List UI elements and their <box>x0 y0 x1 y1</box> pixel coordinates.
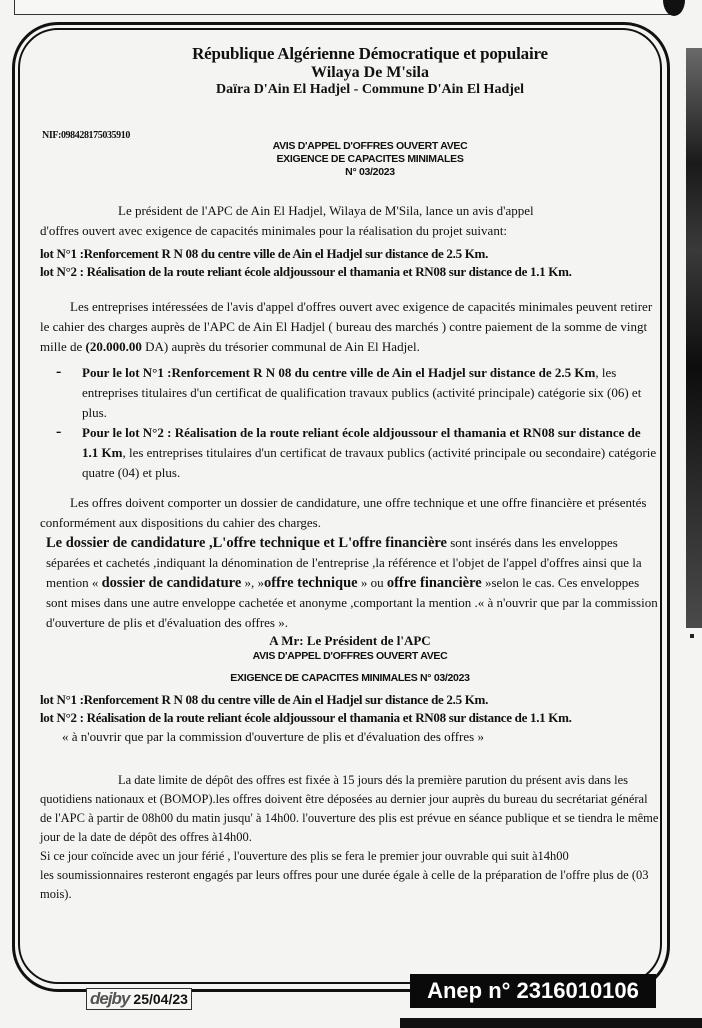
requirement-text <box>82 423 660 483</box>
adjacent-photo-strip <box>686 48 702 628</box>
envelope-line2: EXIGENCE DE CAPACITES MINIMALES N° 03/2023 <box>230 672 470 684</box>
requirement-item <box>40 363 660 423</box>
requirement-detail: , les entreprises titulaires d'un certificat de travaux publics (activité principale ou secondaire) catégorie quatre (04) et plus. <box>82 445 657 480</box>
avis-number: N° 03/2023 <box>345 166 395 178</box>
intro-line2: d'offres ouvert avec exigence de capacités minimales pour la réalisation du projet suivant: <box>40 223 508 238</box>
offres-paragraph: Les offres doivent comporter un dossier de candidature, une offre technique et une offre financière et présentés conformément aux dispositions du cahier des charges. <box>40 495 647 530</box>
envelope-mention: « à n'ouvrir que par la commission d'ouverture de plis et d'évaluation des offres » <box>62 729 484 744</box>
holiday-paragraph: Si ce jour coïncide avec un jour férié , l'ouverture des plis se fera le premier jour ouvrable qui suit à14h00 <box>40 849 569 863</box>
anep-reference: Anep n° 2316010106 <box>410 974 656 1008</box>
envelopes-text: » ou <box>357 575 387 590</box>
notice-body <box>40 40 660 904</box>
lot-1: lot N°1 :Renforcement R N 08 du centre ville de Ain el Hadjel sur distance de 2.5 Km. <box>40 246 489 261</box>
ink-blob <box>663 0 685 16</box>
retrait-text2: DA) auprès du trésorier communal de Ain El Hadjel. <box>141 339 420 354</box>
envelope-lot-1: lot N°1 :Renforcement R N 08 du centre ville de Ain el Hadjel sur distance de 2.5 Km. <box>40 692 489 707</box>
retrait-text1: Les entreprises intéressées de l'avis d'appel d'offres ouvert avec exigence de capacités minimales peuvent retirer le cahier des charges auprès de l'APC de Ain El Hadjel ( bureau des marchés ) contre paiement de la somme de vingt mille de <box>40 299 653 354</box>
bottom-rule <box>400 1018 702 1028</box>
publication-stamp <box>86 988 192 1010</box>
envelope-lot-2: lot N°2 : Réalisation de la route reliant école aldjoussour el thamania et RN08 sur distance de 1.1 Km. <box>40 710 572 725</box>
daira-heading: Daïra D'Ain El Hadjel - Commune D'Ain El Hadjel <box>215 82 524 97</box>
requirement-item <box>40 423 660 483</box>
retrait-paragraph <box>40 297 660 357</box>
lots-list <box>40 245 660 281</box>
envelope-label <box>40 633 660 689</box>
avis-title-line1: AVIS D'APPEL D'OFFRES OUVERT AVEC <box>272 140 468 152</box>
intro-line1: Le président de l'APC de Ain El Hadjel, Wilaya de M'Sila, lance un avis d'appel <box>118 203 534 218</box>
republic-heading: République Algérienne Démocratique et populaire <box>192 44 548 63</box>
retrait-amount: (20.000.00 <box>85 339 142 354</box>
intro-paragraph <box>40 201 660 241</box>
avis-title-line2: EXIGENCE DE CAPACITES MINIMALES <box>276 153 464 165</box>
requirement-text <box>82 363 660 423</box>
requirement-detail: , les entreprises titulaires d'un certificat de qualification travaux publics (activité principale) catégorie six (06) et plus. <box>82 365 642 420</box>
wilaya-heading: Wilaya De M'sila <box>311 64 429 81</box>
bullet-marker: - <box>56 423 62 440</box>
envelopes-paragraph <box>40 533 660 633</box>
requirement-lot-title: Pour le lot N°1 :Renforcement R N 08 du centre ville de Ain el Hadjel sur distance de 2.5 Km <box>82 365 596 380</box>
envelopes-text: sont insérés dans les enveloppes séparées et cachetés ,indiquant la dénomination de l'entreprise ,la référence et l'objet de l'appel d'offres ainsi que la mention « <box>46 535 642 590</box>
addressee: A Mr: Le Président de l'APC <box>269 633 431 648</box>
envelope-lots <box>40 691 660 747</box>
stamp-date: 25/04/23 <box>133 991 188 1007</box>
envelopes-text: »selon le cas. Ces enveloppes sont mises dans une autre enveloppe cachetée et anonyme ,comportant la mention .« à n'ouvrir que par la commission d'ouverture de plis et d'évaluation des offres ». <box>46 575 658 630</box>
previous-ad-frame <box>14 0 676 15</box>
engagement-paragraph: les soumissionnaires resteront engagés par leurs offres pour une durée égale à celle de la préparation de l'offre plus de (03 mois). <box>40 868 649 901</box>
print-dot <box>690 634 694 638</box>
nif-number: NIF:098428175035910 <box>42 130 130 141</box>
avis-title <box>80 140 660 179</box>
stamp-logo: dejby <box>90 989 130 1008</box>
requirements-list <box>40 363 660 483</box>
bullet-marker: - <box>56 363 62 380</box>
requirement-lot-title: Pour le lot N°2 : Réalisation de la route reliant école aldjoussour el thamania et RN08 sur distance de 1.1 Km <box>82 425 641 460</box>
lot-2: lot N°2 : Réalisation de la route reliant école aldjoussour el thamania et RN08 sur distance de 1.1 Km. <box>40 264 572 279</box>
envelopes-bold-lead: Le dossier de candidature ,L'offre technique et L'offre financière <box>46 535 447 551</box>
deadline-paragraph: La date limite de dépôt des offres est fixée à 15 jours dés la première parution du présent avis dans les quotidiens nationaux et (BOMOP).les offres doivent être déposées au dernier jour auprès du bureau du secrétariat général de l'APC à partir de 08h00 du matin jusqu' à 14h00. l'ouverture des plis est prévue en séance publique et se tiendra le même jour de la date de dépôt des offres à14h00. <box>40 773 659 844</box>
envelopes-text: », » <box>241 575 265 590</box>
mention-financiere: offre financière <box>386 575 482 591</box>
mention-technique: offre technique <box>264 575 358 591</box>
envelope-line1: AVIS D'APPEL D'OFFRES OUVERT AVEC <box>252 650 448 662</box>
mention-dossier: dossier de candidature <box>101 575 242 591</box>
